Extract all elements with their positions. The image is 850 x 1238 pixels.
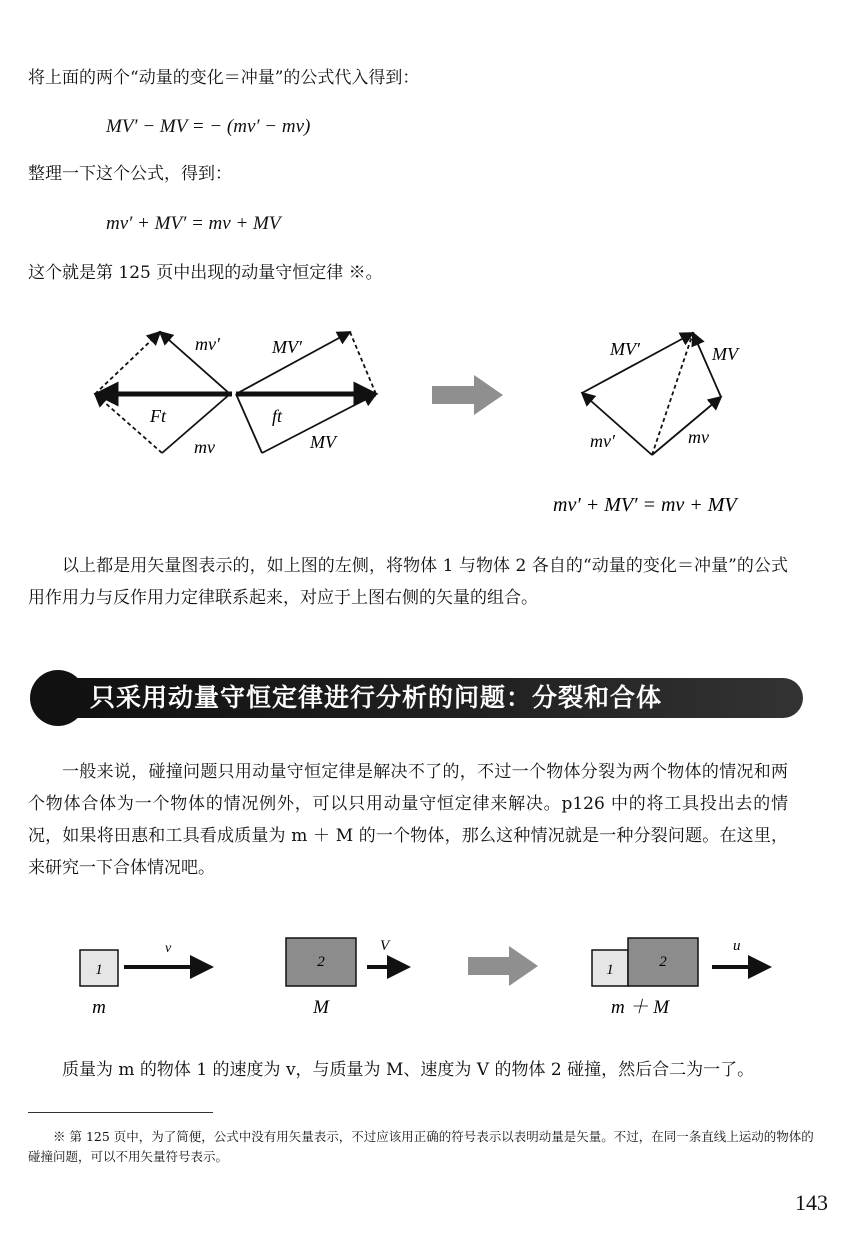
dashed-ft [350, 332, 376, 394]
collision-diagram [0, 920, 850, 1030]
paragraph-split-and-merge: 一般来说，碰撞问题只用动量守恒定律是解决不了的，不过一个物体分裂为两个物体的情况和两个物体合体为一个物体的情况例外，可以只用动量守恒定律来解决。p126 中的将工具投出去的情况，如果将田惠和工具看成质量为 m ＋ M 的一个物体，那么这种情况就是一种分裂问题。在这里，来研究一下合体情况吧。 [28, 762, 788, 878]
formula-2: mv′ + MV′ = mv + MV [106, 213, 281, 234]
label-Ft: Ft [150, 406, 166, 426]
vector-MV-left [236, 394, 262, 453]
box-1-label: 1 [95, 962, 103, 978]
section-bullet-icon [30, 670, 86, 726]
paragraph-collision-setup: 质量为 m 的物体 1 的速度为 v，与质量为 M、速度为 V 的物体 2 碰撞，然后合二为一了。 [62, 1060, 755, 1080]
conclusion-line: 这个就是第 125 页中出现的动量守恒定律 ※。 [28, 263, 383, 283]
vector-equation: mv′ + MV′ = mv + MV [553, 494, 737, 516]
paragraph-vector-explanation: 以上都是用矢量图表示的，如上图的左侧，将物体 1 与物体 2 各自的“动量的变化＝冲量”的公式用作用力与反作用力定律联系起来，对应于上图右侧的矢量的组合。 [28, 556, 788, 608]
label-MV-prime: MV′ [272, 337, 302, 357]
r-label-MV-prime: MV′ [610, 339, 640, 359]
footnote: ※ 第 125 页中，为了简便，公式中没有用矢量表示，不过应该用正确的符号表示以表明动量是矢量。不过，在同一条直线上运动的物体的碰撞问题，可以不用矢量符号表示。 [28, 1129, 814, 1164]
combined-box-2-label: 2 [659, 954, 667, 970]
tidy-line: 整理一下这个公式，得到： [28, 164, 232, 184]
footnote-divider [28, 1112, 213, 1113]
page-number: 143 [795, 1190, 828, 1215]
intro-line: 将上面的两个“动量的变化＝冲量”的公式代入得到： [28, 68, 420, 88]
r-label-MV: MV [712, 344, 738, 364]
r-vector-MV [693, 333, 721, 397]
label-m-plus-M: m ＋ M [610, 997, 670, 1018]
r-label-mv-prime: mv′ [590, 431, 615, 451]
combined-box-1-label: 1 [606, 962, 614, 978]
label-u: u [733, 938, 741, 954]
dashed-mv-upper [95, 332, 160, 394]
label-ft: ft [272, 406, 283, 426]
section-title: 只采用动量守恒定律进行分析的问题：分裂和合体 [90, 683, 663, 712]
merge-arrow [468, 946, 538, 986]
label-MV: MV [310, 432, 336, 452]
vector-diagram [0, 305, 850, 535]
label-mv-prime: mv′ [195, 334, 220, 354]
box-2-label: 2 [317, 954, 325, 970]
label-v: v [165, 941, 172, 956]
label-mv: mv [194, 437, 215, 457]
section-header [30, 670, 780, 726]
r-label-mv: mv [688, 427, 709, 447]
label-M: M [313, 997, 329, 1018]
formula-1: MV′ − MV = − (mv′ − mv) [106, 116, 311, 137]
label-V: V [380, 938, 390, 954]
label-m: m [92, 997, 106, 1018]
transition-arrow [432, 375, 503, 415]
